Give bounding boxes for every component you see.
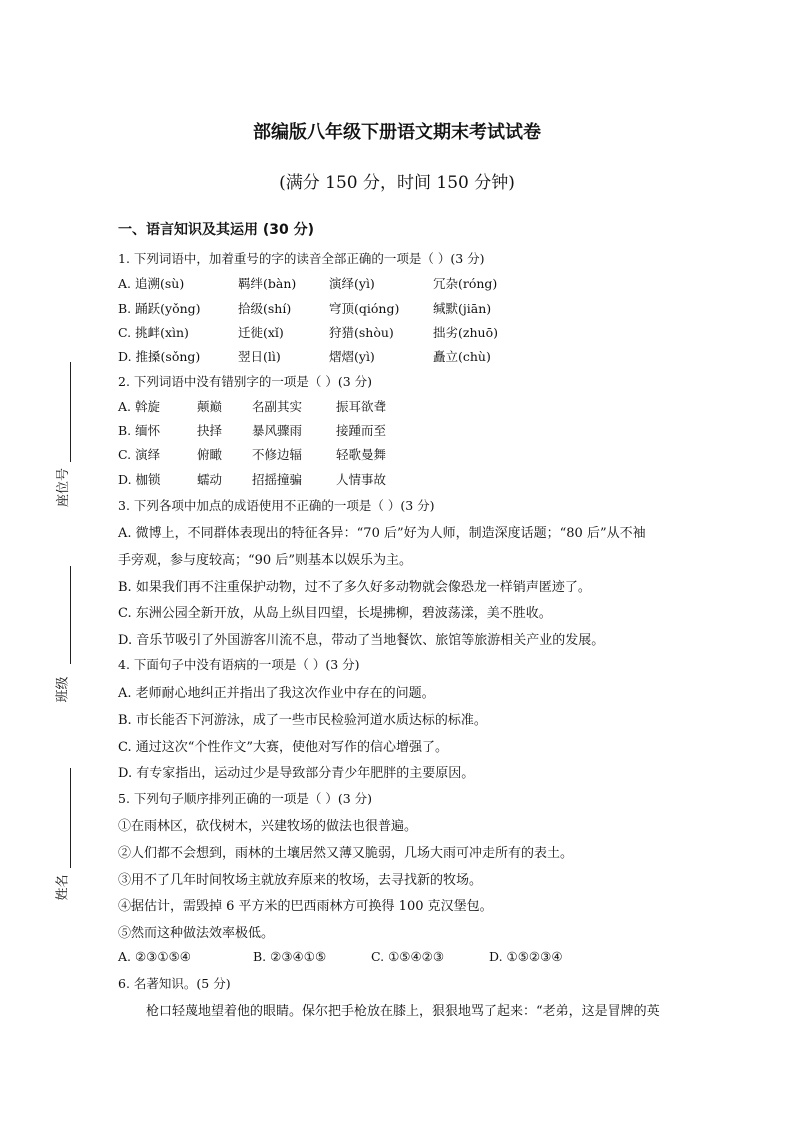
q1-d-3: 熠熠(yì) xyxy=(329,349,375,364)
class-label: 班级 xyxy=(55,676,71,703)
q2-a-4: 振耳欲聋 xyxy=(336,399,387,414)
q5-choice-b: B. ②③④①⑤ xyxy=(253,949,327,964)
q6-stem: 6. 名著知识。(5 分) xyxy=(118,976,231,991)
q1-a-4: 冗杂(róng) xyxy=(433,276,498,291)
q5-sentence-3: ③用不了几年时间牧场主就放弃原来的牧场，去寻找新的牧场。 xyxy=(118,873,483,888)
q1-option-b xyxy=(118,299,491,317)
q3-option-a-line2: 手旁观，参与度较高；“90 后”则基本以娱乐为主。 xyxy=(118,553,412,568)
q4-stem: 4. 下面句子中没有语病的一项是（ ）(3 分) xyxy=(118,657,360,672)
q2-b-4: 接踵而至 xyxy=(336,423,387,438)
exam-subtitle: (满分 150 分，时间 150 分钟) xyxy=(279,173,515,193)
q2-b-2: 抉择 xyxy=(197,423,223,438)
q4-option-c: C. 通过这次“个性作文”大赛，使他对写作的信心增强了。 xyxy=(118,740,449,755)
q1-d-4: 矗立(chù) xyxy=(433,349,491,364)
q2-b-1: B. 缅怀 xyxy=(118,423,161,438)
q1-b-2: 拾级(shí) xyxy=(238,301,292,316)
q2-c-3: 不修边辐 xyxy=(252,447,303,462)
q2-d-3: 招摇撞骗 xyxy=(252,472,303,487)
q5-sentence-1: ①在雨林区，砍伐树木，兴建牧场的做法也很普遍。 xyxy=(118,819,418,834)
q2-d-1: D. 枷锁 xyxy=(118,472,161,487)
name-line xyxy=(70,768,71,868)
q1-c-1: C. 挑衅(xìn) xyxy=(118,325,189,340)
q5-choice-d: D. ①⑤②③④ xyxy=(489,949,563,964)
q2-stem: 2. 下列词语中没有错别字的一项是（ ）(3 分) xyxy=(118,374,373,389)
q1-a-2: 羁绊(bàn) xyxy=(238,276,297,291)
q3-option-d: D. 音乐节吸引了外国游客川流不息，带动了当地餐饮、旅馆等旅游相关产业的发展。 xyxy=(118,633,605,648)
q1-option-a xyxy=(118,274,497,292)
q1-b-1: B. 踊跃(yǒng) xyxy=(118,301,201,316)
q1-d-2: 翌日(lì) xyxy=(238,349,281,364)
q3-option-b: B. 如果我们再不注重保护动物，过不了多久好多动物就会像恐龙一样销声匿迹了。 xyxy=(118,580,591,595)
class-line xyxy=(70,566,71,664)
q2-d-4: 人情事故 xyxy=(336,472,387,487)
q5-choice-a: A. ②③①⑤④ xyxy=(118,949,192,964)
q3-stem: 3. 下列各项中加点的成语使用不正确的一项是（ ）(3 分) xyxy=(118,498,435,513)
q1-stem: 1. 下列词语中，加着重号的字的读音全部正确的一项是（ ）(3 分) xyxy=(118,251,485,266)
seat-line xyxy=(70,362,71,462)
q6-passage: 枪口轻蔑地望着他的眼睛。保尔把手枪放在膝上，狠狠地骂了起来：“老弟，这是冒牌的英 xyxy=(146,1004,660,1019)
q5-sentence-2: ②人们都不会想到，雨林的土壤居然又薄又脆弱，几场大雨可冲走所有的表土。 xyxy=(118,846,574,861)
q2-a-3: 名副其实 xyxy=(252,399,303,414)
q1-d-1: D. 推搡(sǒng) xyxy=(118,349,201,364)
q2-c-4: 轻歌曼舞 xyxy=(336,447,387,462)
exam-title: 部编版八年级下册语文期末考试试卷 xyxy=(253,122,541,143)
q1-c-4: 拙劣(zhuō) xyxy=(433,325,498,340)
q2-d-2: 蠕动 xyxy=(197,472,223,487)
q2-option-d xyxy=(118,470,386,488)
q2-a-1: A. 斡旋 xyxy=(118,399,160,414)
q5-choice-c: C. ①⑤④②③ xyxy=(371,949,445,964)
q1-a-1: A. 追溯(sù) xyxy=(118,276,185,291)
q5-sentence-5: ⑤然而这种做法效率极低。 xyxy=(118,926,275,941)
q1-option-c xyxy=(118,323,498,341)
q1-b-4: 缄默(jiān) xyxy=(433,301,492,316)
q4-option-a: A. 老师耐心地纠正并指出了我这次作业中存在的问题。 xyxy=(118,686,435,701)
q4-option-d: D. 有专家指出，运动过少是导致部分青少年肥胖的主要原因。 xyxy=(118,766,475,781)
q2-a-2: 颠巅 xyxy=(197,399,223,414)
q1-a-3: 演绎(yì) xyxy=(329,276,375,291)
name-label: 姓名 xyxy=(55,874,71,901)
q3-option-c: C. 东洲公园全新开放，从岛上纵目四望，长堤拂柳，碧波荡漾，美不胜收。 xyxy=(118,606,552,621)
q1-b-3: 穹顶(qióng) xyxy=(329,301,400,316)
q2-c-1: C. 演绎 xyxy=(118,447,161,462)
seat-label: 座位号 xyxy=(56,467,72,508)
q1-option-d xyxy=(118,347,491,365)
q5-choices xyxy=(118,949,563,964)
q1-c-2: 迁徙(xǐ) xyxy=(238,325,284,340)
q2-c-2: 俯瞰 xyxy=(197,447,223,462)
q2-option-a xyxy=(118,397,386,415)
q3-option-a-line1: A. 微博上，不同群体表现出的特征各异：“70 后”好为人师，制造深度话题；“80 后”从不袖 xyxy=(118,526,646,541)
q5-sentence-4: ④据估计，需毁掉 6 平方米的巴西雨林方可换得 100 克汉堡包。 xyxy=(118,899,493,914)
q5-stem: 5. 下列句子顺序排列正确的一项是（ ）(3 分) xyxy=(118,791,373,806)
q4-option-b: B. 市长能否下河游泳，成了一些市民检验河道水质达标的标准。 xyxy=(118,713,487,728)
section-heading: 一、语言知识及其运用 (30 分) xyxy=(118,222,315,238)
q2-option-b xyxy=(118,421,386,439)
q1-c-3: 狩猎(shòu) xyxy=(329,325,394,340)
q2-b-3: 暴风骤雨 xyxy=(252,423,303,438)
q2-option-c xyxy=(118,445,386,463)
